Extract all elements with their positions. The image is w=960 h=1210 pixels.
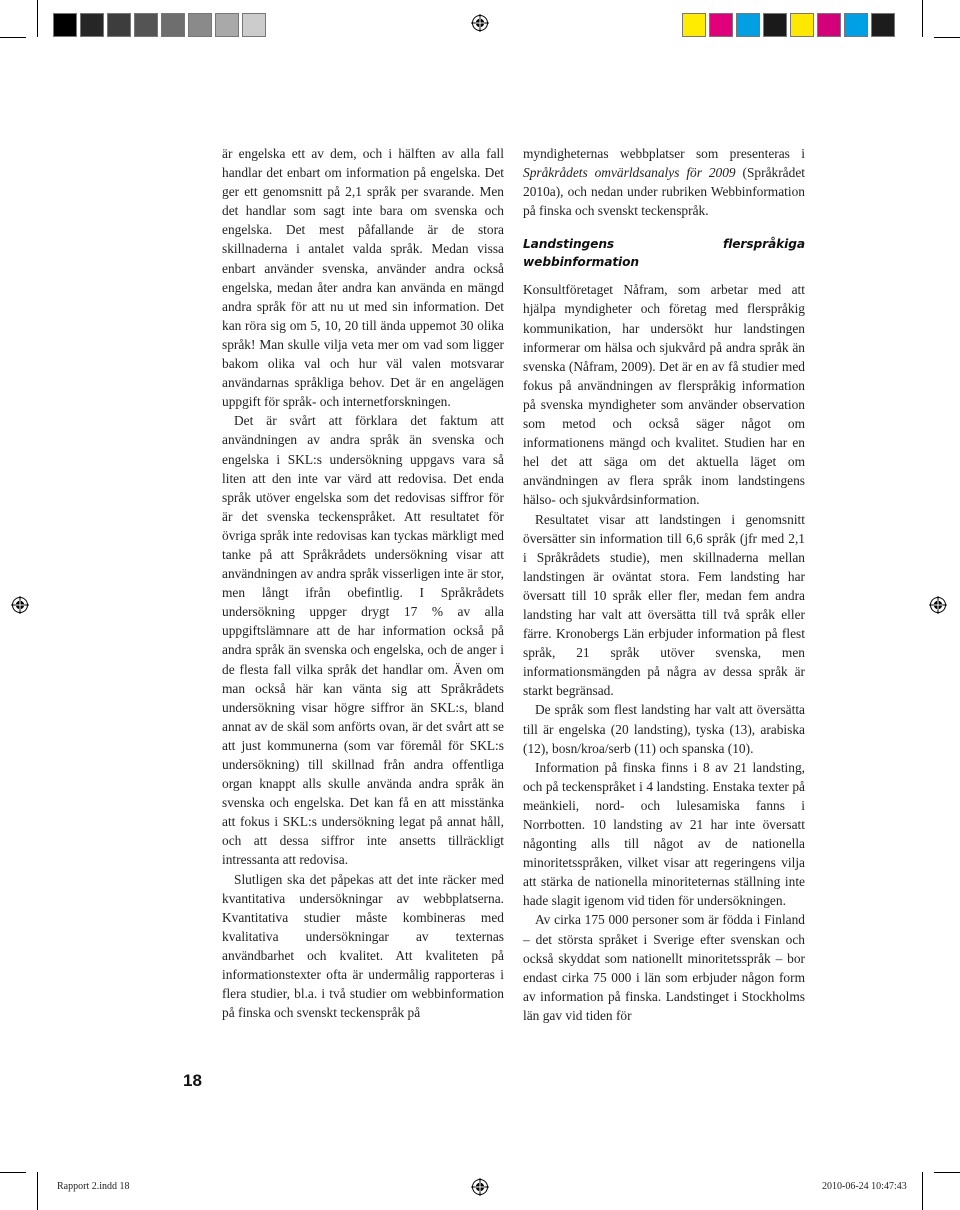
slug-timestamp: 2010-06-24 10:47:43 (822, 1181, 907, 1192)
process-swatch (709, 13, 733, 37)
left-text-column (222, 144, 504, 1022)
process-swatch (763, 13, 787, 37)
registration-mark-icon (471, 14, 489, 32)
page-number: 18 (183, 1071, 202, 1090)
registration-mark-icon (11, 596, 29, 614)
cited-title: Språkrådets omvärldsanalys för 2009 (523, 165, 736, 181)
paragraph: Information på finska finns i 8 av 21 landsting, och på teckenspråket i 4 landsting. Enstaka texter på meänkieli, nord- och lulesamiska fanns i Norrbotten. 10 landsting av 21 har inte översatt någonting alls till något av de nationella minoritetsspråken, vilket visar att regeringens vilja att stärka de nationella minoriteternas ställning inte hade slagit igenom vid tiden för undersökningen. (523, 759, 805, 909)
section-heading: Landstingens flerspråkiga webbinformation (523, 237, 805, 270)
crop-mark (37, 0, 38, 37)
paragraph: Av cirka 175 000 personer som är födda i Finland – det största språket i Sverige efter svenskan och också skyddat som nationellt minoritetsspråk – bor endast cirka 75 000 i län som erbjuder någon form av information på finska. Landstinget i Stockholms län gav vid tiden för (523, 912, 805, 1023)
registration-mark-icon (471, 1178, 489, 1196)
gray-swatch (80, 13, 104, 37)
crop-mark (922, 1172, 923, 1210)
crop-mark (37, 1172, 38, 1210)
right-text-column (523, 144, 805, 1025)
crop-mark (922, 0, 923, 37)
gray-swatch (107, 13, 131, 37)
process-swatch (844, 13, 868, 37)
gray-swatch (242, 13, 266, 37)
process-swatch (817, 13, 841, 37)
intro-text: myndigheternas webbplatser som presenteras i (523, 146, 805, 161)
crop-mark (934, 37, 960, 38)
process-swatch (790, 13, 814, 37)
grayscale-color-bar (53, 13, 269, 37)
paragraph: är engelska ett av dem, och i hälften av alla fall handlar det enbart om information på engelska. Det ger ett genomsnitt på 2,1 språk per svarande. Men det handlar som sagt inte bara om svenska och engelska. Det mest påfallande är de stora skillnaderna i antalet valda språk. Medan vissa enbart använder svenska, använder andra också engelska, medan åter andra kan använda en mängd andra språk för att nu ut med sin information. Det kan röra sig om 5, 10, 20 till ända uppemot 30 olika språk! Man skulle vilja veta mer om vad som ligger bakom olika val och hur väl valen motsvarar användarnas språkliga behov. Det är en angelägen uppgift för språk- och internetforskningen. (222, 146, 504, 410)
process-swatch (682, 13, 706, 37)
crop-mark (934, 1172, 960, 1173)
paragraph: De språk som flest landsting har valt att översätta till är engelska (20 landsting), tyska (13), arabiska (12), bosn/kroa/serb (11) och spanska (10). (523, 702, 805, 756)
slug-file: Rapport 2.indd 18 (57, 1181, 130, 1192)
paragraph: Resultatet visar att landstingen i genomsnitt översätter sin information till 6,6 språk (jfr med 2,1 i Språkrådets studie), men skillnaderna mellan landstingen är oväntat stora. Fem landsting har översatt till 10 språk eller fler, medan fem andra landsting har valt att översätta till två språk eller färre. Kronobergs Län erbjuder information på flest språk, 21 språk utöver svenska, men informationsmängden på några av dessa språk är starkt begränsad. (523, 511, 805, 699)
paragraph: Det är svårt att förklara det faktum att användningen av andra språk än svenska och engelska i SKL:s undersökning uppgavs vara så liten att den inte var värd att redovisa. Det enda språk utöver engelska som det redovisas siffror för är det svenska teckenspråket. Att resultatet för övriga språk inte redovisas kan tyckas märkligt med tanke på att Språkrådets undersökning visar att användningen av andra språk visserligen inte är stor, men långt ifrån obefintlig. I Språkrådets undersökning uppger drygt 17 % av alla uppgiftslämnare att de har information också på andra språk än svenska och engelska, och de anger i de flesta fall vilka språk det handlar om. Även om man också här kan vänta sig att Språkrådets undersökning visar högre siffror än SKL:s, bland annat av de skäl som anförts ovan, är det svårt att se att just kommunerna (som var föremål för SKL:s undersökning) till skillnad från andra offentliga organ knappt alls skulle använda andra språk än svenska och engelska. Det kan få en att misstänka att fokus i SKL:s undersökning legat på annat håll, och att dessa siffror inte ansetts tillräckligt intressanta att redovisa. (222, 413, 504, 868)
process-swatch (871, 13, 895, 37)
crop-mark (0, 37, 26, 38)
gray-swatch (188, 13, 212, 37)
gray-swatch (134, 13, 158, 37)
process-swatch (736, 13, 760, 37)
paragraph (523, 144, 805, 220)
paragraph: Slutligen ska det påpekas att det inte räcker med kvantitativa undersökningar av webbplatserna. Kvantitativa studier måste kombineras med kvalitativa undersökningar av texternas användbarhet och kvalitet. Att kvaliteten på informationstexter ofta är undermålig rapporteras i flera studier, bl.a. i två studier om webbinformation på finska och svenskt teckenspråk på (222, 871, 504, 1021)
paragraph: Konsultföretaget Nåfram, som arbetar med att hjälpa myndigheter och företag med flerspråkig kommunikation, har undersökt hur landstingen informerar om hälsa och sjukvård på andra språk än svenska (Nåfram, 2009). Det är en av få studier med fokus på användningen av flerspråkig information på svenska myndigheter som använder observation som metod och också säger något om informationens mängd och kvalitet. Studien har en hel det att säga om det aktuella läget om användningen av flera språk inom landstingens hälso- och sjukvårdsinformation. (523, 282, 805, 508)
gray-swatch (161, 13, 185, 37)
gray-swatch (53, 13, 77, 37)
gray-swatch (215, 13, 239, 37)
intro-text-cont: (Språkrådet 2010a), och nedan under rubriken Webbinformation på finska och svenskt teckenspråk. (523, 165, 805, 219)
process-color-bar (682, 13, 898, 37)
crop-mark (0, 1172, 26, 1173)
registration-mark-icon (929, 596, 947, 614)
